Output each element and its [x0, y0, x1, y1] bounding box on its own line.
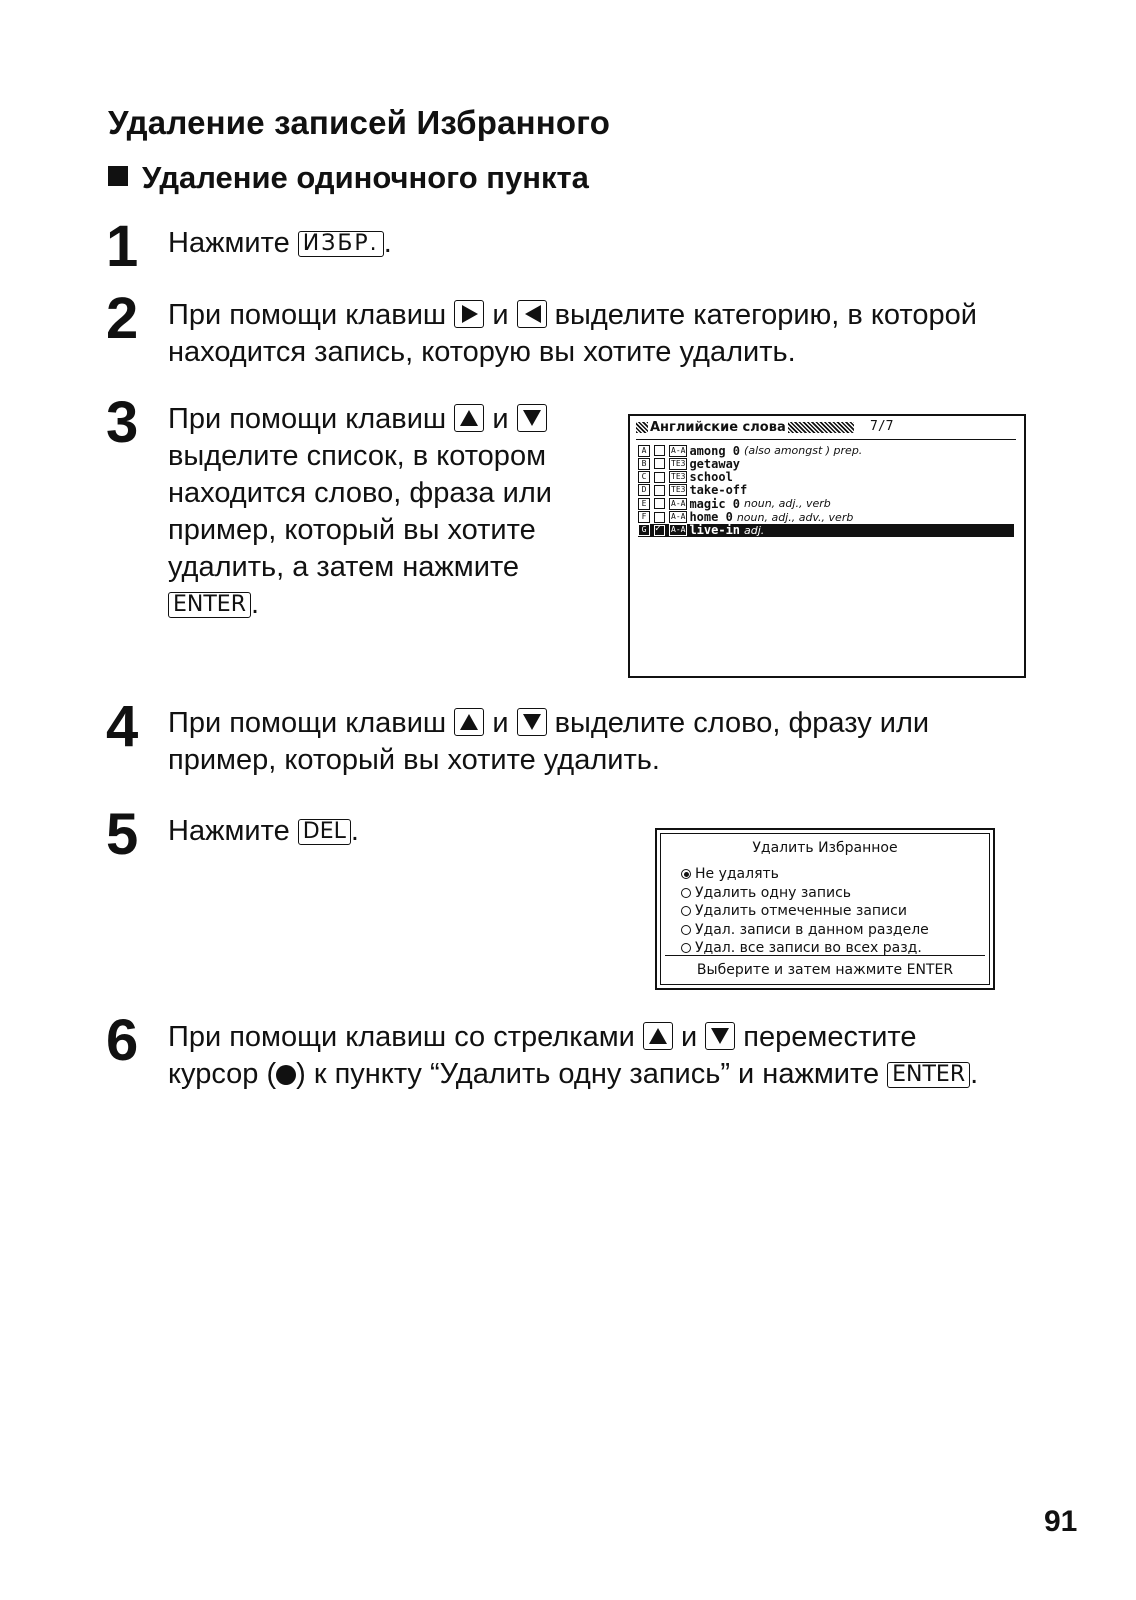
divider: [665, 955, 985, 956]
dictionary-tag: A-A: [671, 512, 686, 521]
option-label: Удал. записи в данном разделе: [695, 921, 929, 938]
up-arrow-key-icon: [454, 708, 484, 736]
step-3-text: При помощи клавиш и выделите список, в котором находится слово, фраза или пример, который вы хотите удалить, а затем нажмите ENTER .: [168, 403, 552, 620]
step-number: 4: [106, 694, 139, 759]
delete-favorites-dialog: [655, 828, 995, 990]
entry-word: school: [689, 470, 733, 485]
option-label: Не удалять: [695, 866, 779, 882]
hatch-pattern: [788, 422, 854, 433]
radio-icon[interactable]: [681, 943, 691, 953]
dialog-frame: [660, 833, 990, 985]
left-arrow-key-icon: [517, 300, 547, 328]
square-bullet-icon: [108, 166, 128, 186]
dialog-option[interactable]: [681, 885, 851, 901]
dialog-option[interactable]: [681, 922, 929, 938]
dialog-option[interactable]: [681, 866, 779, 882]
row-letter: G: [638, 524, 650, 536]
step-1-text: Нажмите ИЗБР. .: [168, 227, 392, 259]
favorites-list-screen: [628, 414, 1026, 678]
checkbox-icon[interactable]: [654, 472, 665, 483]
down-arrow-key-icon: [517, 708, 547, 736]
radio-icon[interactable]: [681, 906, 691, 916]
dictionary-tag: TE3: [671, 485, 686, 495]
row-letter: A: [638, 445, 650, 457]
list-item[interactable]: [638, 457, 744, 470]
step-6-text: При помощи клавиш со стрелками и переместите курсор ( ) к пункту “Удалить одну запись” и нажмите ENTER .: [168, 1021, 979, 1090]
entry-word: take-off: [689, 483, 748, 498]
step-number: 6: [106, 1008, 139, 1073]
row-letter: C: [638, 471, 650, 483]
entry-word: getaway: [689, 456, 741, 471]
step-4-text: При помощи клавиш и выделите слово, фразу или пример, который вы хотите удалить.: [168, 707, 930, 776]
checkbox-icon[interactable]: [654, 485, 665, 496]
row-letter: E: [638, 498, 650, 510]
section-heading: Удаление записей Избранного: [108, 104, 611, 141]
radio-icon[interactable]: [681, 925, 691, 935]
checkbox-icon[interactable]: [654, 498, 665, 509]
filled-circle-icon: [276, 1065, 296, 1085]
enter-key: ENTER: [887, 1062, 970, 1088]
list-item[interactable]: [638, 524, 1014, 537]
dialog-option[interactable]: [681, 940, 922, 956]
down-arrow-key-icon: [705, 1022, 735, 1050]
entry-gloss: adj.: [744, 523, 765, 537]
dialog-footer: Выберите и затем нажмите ENTER: [696, 962, 954, 978]
entry-word: magic 0: [689, 496, 741, 511]
list-item[interactable]: [638, 444, 862, 457]
step-number: 1: [106, 214, 139, 279]
radio-icon[interactable]: [681, 869, 691, 879]
entry-gloss: noun, adj., verb: [744, 497, 831, 511]
entry-word: among 0: [689, 443, 741, 458]
page-number: 91: [1044, 1505, 1078, 1538]
izbr-key: ИЗБР.: [298, 231, 384, 257]
checkbox-icon[interactable]: [654, 525, 665, 536]
dialog-title: Удалить Избранное: [752, 840, 898, 856]
option-label: Удалить отмеченные записи: [695, 903, 907, 919]
step-number: 5: [106, 802, 139, 867]
divider: [636, 439, 1016, 440]
hatch-pattern: [636, 422, 648, 433]
list-item[interactable]: [638, 471, 737, 484]
dictionary-tag: TE3: [671, 472, 686, 482]
radio-icon[interactable]: [681, 888, 691, 898]
entry-word: home 0: [689, 510, 733, 524]
entry-word: live-in: [689, 523, 741, 538]
enter-key: ENTER: [168, 592, 251, 618]
entry-gloss: noun, adj., adv., verb: [736, 510, 854, 524]
step-number: 2: [106, 286, 139, 351]
list-item[interactable]: [638, 484, 751, 497]
dictionary-tag: TE3: [671, 458, 686, 468]
checkbox-icon[interactable]: [654, 512, 665, 523]
up-arrow-key-icon: [643, 1022, 673, 1050]
up-arrow-key-icon: [454, 404, 484, 432]
screen-title: Английские слова: [636, 420, 854, 435]
dictionary-tag: A-A: [671, 445, 686, 455]
del-key: DEL: [298, 819, 351, 845]
row-letter: F: [638, 511, 650, 523]
checkbox-icon[interactable]: [654, 445, 665, 456]
dictionary-tag: A-A: [671, 525, 686, 535]
step-number: 3: [106, 390, 139, 455]
list-item[interactable]: [638, 511, 853, 524]
dialog-option[interactable]: [681, 903, 907, 919]
row-letter: B: [638, 458, 650, 470]
step-2-text: При помощи клавиш и выделите категорию, в которой находится запись, которую вы хотите удалить.: [168, 299, 977, 368]
item-counter: 7/7: [870, 419, 894, 434]
list-item[interactable]: [638, 497, 831, 510]
row-letter: D: [638, 484, 650, 496]
option-label: Удал. все записи во всех разд.: [695, 940, 922, 956]
dictionary-tag: A-A: [671, 498, 686, 508]
down-arrow-key-icon: [517, 404, 547, 432]
step-5-text: Нажмите DEL .: [168, 815, 359, 847]
subsection-heading-text: Удаление одиночного пункта: [142, 160, 589, 195]
option-label: Удалить одну запись: [695, 884, 852, 901]
entry-gloss: (also amongst ) prep.: [744, 444, 863, 457]
subsection-heading: [108, 160, 589, 196]
right-arrow-key-icon: [454, 300, 484, 328]
checkbox-icon[interactable]: [654, 458, 665, 469]
